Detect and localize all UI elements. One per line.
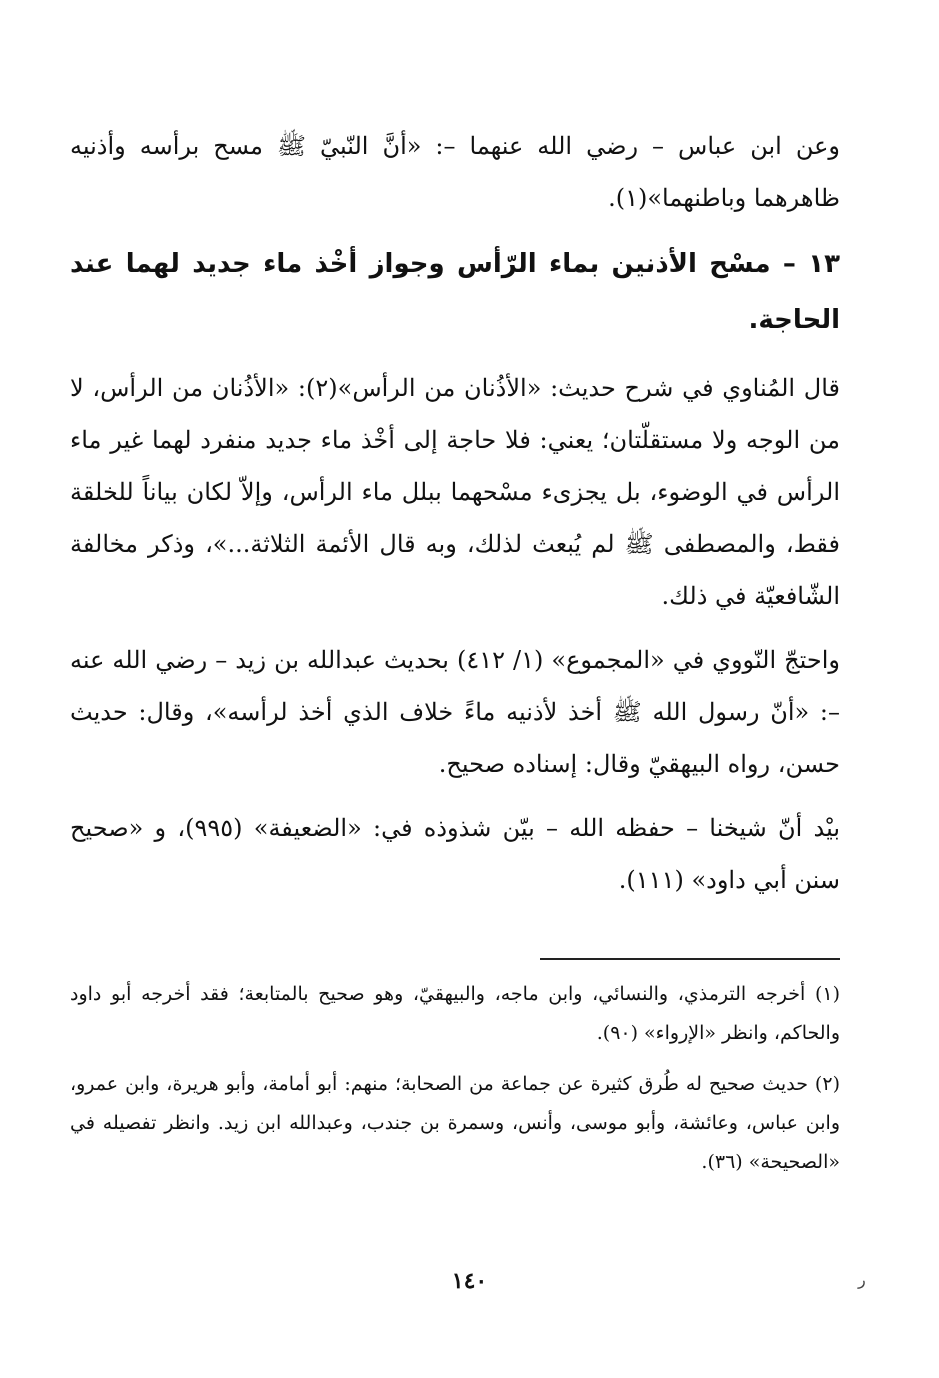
page-number: ١٤٠ — [451, 1268, 488, 1294]
main-text — [70, 120, 840, 918]
margin-mark: ر — [858, 1270, 866, 1289]
footnote-1: (١) أخرجه الترمذي، والنسائي، وابن ماجه، والبيهقيّ، وهو صحيح بالمتابعة؛ فقد أخرجه أبو داود والحاكم، وانظر «الإرواء» (٩٠). — [70, 983, 840, 1044]
intro-paragraph: وعن ابن عباس – رضي الله عنهما –: «أنَّ النّبيّ ﷺ مسح برأسه وأذنيه ظاهرهما وباطنهما»(١). — [70, 132, 840, 212]
paragraph-nawawi: واحتجّ النّووي في «المجموع» (١/ ٤١٢) بحديث عبدالله بن زيد – رضي الله عنه –: «أنّ رسول الله ﷺ أخذ لأذنيه ماءً خلاف الذي أخذ لرأسه»، وقال: حديث حسن، رواه البيهقيّ وقال: إسناده صحيح. — [70, 646, 840, 778]
paragraph-munawi: قال المُناوي في شرح حديث: «الأذُنان من الرأس»(٢): «الأذُنان من الرأس، لا من الوجه ولا مستقلّتان؛ يعني: فلا حاجة إلى أخْذ ماء جديد منفرد لهما غير ماء الرأس في الوضوء، بل يجزىء مسْحهما ببلل ماء الرأس، وإلاّ لكان بياناً للخلقة فقط، والمصطفى ﷺ لم يُبعث لذلك، وبه قال الأئمة الثلاثة...»، وذكر مخالفة الشّافعيّة في ذلك. — [70, 374, 841, 610]
footnotes — [70, 975, 840, 1194]
paragraph-shaykh: بيْد أنّ شيخنا – حفظه الله – بيّن شذوذه في: «الضعيفة» (٩٩٥)، و «صحيح سنن أبي داود» (١١١). — [70, 814, 841, 894]
footnote-divider — [540, 958, 840, 960]
footnote-2: (٢) حديث صحيح له طُرق كثيرة عن جماعة من الصحابة؛ منهم: أبو أمامة، وأبو هريرة، وابن عمرو، وابن عباس، وعائشة، وأبو موسى، وأنس، وسمرة بن جندب، وعبدالله ابن زيد. وانظر تفصيله في «الصحيحة» (٣٦). — [70, 1073, 840, 1173]
section-heading: ١٣ – مسْح الأذنين بماء الرّأس وجواز أخْذ ماء جديد لهما عند الحاجة. — [70, 249, 840, 335]
